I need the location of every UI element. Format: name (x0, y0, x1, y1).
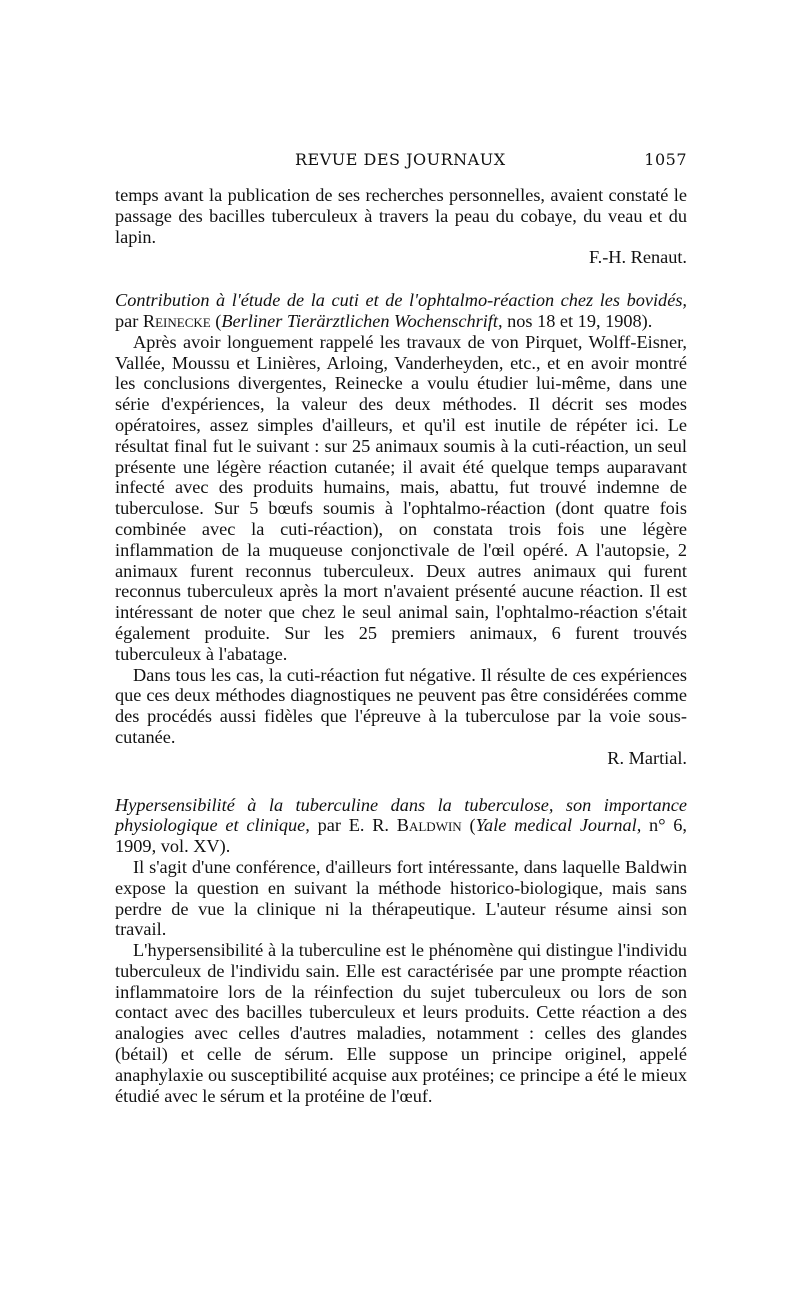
article2-paragraph-1: Après avoir longuement rappelé les travaux de von Pirquet, Wolff-Eisner, Vallée, Moussu et Linières, Arloing, Vanderheyden, etc., et en avoir montré les conclusions divergentes, Reinecke a voulu étudier lui-même, dans une série d'expériences, la valeur des deux méthodes. Il décrit ses modes opératoires, assez simples d'ailleurs, et qu'il est inutile de répéter ici. Le résultat final fut le suivant : sur 25 animaux soumis à la cuti-réaction, un seul présente une légère réaction cutanée; il avait été quelque temps auparavant infecté avec des produits humains, mais, abattu, fut trouvé indemne de tuberculose. Sur 5 bœufs soumis à l'ophtalmo-réaction (dont quatre fois combinée avec la cuti-réaction), on constata trois fois une légère inflammation de la muqueuse conjonctivale de l'œil opéré. A l'autopsie, 2 animaux furent reconnus tuberculeux. Deux autres animaux qui furent reconnus tuberculeux après la mort n'avaient présenté aucune réaction. Il est intéressant de noter que chez le seul animal sain, l'ophtalmo-réaction s'était également produite. Sur les 25 premiers animaux, 6 furent trouvés tuberculeux à l'abatage. (115, 331, 687, 664)
article3-title-par: par E. R. (309, 815, 397, 836)
article3-issue: n° 6, 1909, vol. XV). (115, 815, 687, 857)
article3-paragraph-1: Il s'agit d'une conférence, d'ailleurs fort intéressante, dans laquelle Baldwin expose la question en suivant la méthode historico-biologique, mais sans perdre de vue la clinique ni la thérapeutique. L'auteur résume ainsi son travail. (115, 856, 687, 940)
page-header (115, 150, 687, 172)
article2-title-text: Contribution à l'étude de la cuti et de l'ophtalmo-réaction chez les bovidés, (115, 290, 687, 311)
running-title: REVUE DES JOURNAUX (295, 150, 506, 169)
article2-paragraph-2: Dans tous les cas, la cuti-réaction fut négative. Il résulte de ces expériences que ces deux méthodes diagnostiques ne peuvent pas être considérées comme des procédés aussi fidèles que l'épreuve à la tuberculose par la voie sous-cutanée. (115, 664, 687, 747)
article2-signature: R. Martial. (607, 747, 687, 768)
article2-author: Reinecke (142, 310, 211, 331)
page-body (115, 185, 687, 1106)
article2-title-par: par (115, 310, 143, 331)
article3-paragraph-2: L'hypersensibilité à la tuberculine est le phénomène qui distingue l'individu tuberculeux de l'individu sain. Elle est caractérisée par une prompte réaction inflammatoire lors de la réinfection du sujet tuberculeux ou lors de son contact avec des bacilles tuberculeux et leurs produits. Cette réaction a des analogies avec celles d'autres maladies, notamment : celles des glandes (bétail) et celle de sérum. Elle suppose un principe originel, appelé anaphylaxie ou susceptibilité acquise aux protéines; ce principe a été le mieux étudié avec le sérum et la protéine de l'œuf. (115, 940, 687, 1106)
article3-title (115, 795, 687, 857)
article3-author: Baldwin (396, 815, 462, 836)
article3-source-open: ( (461, 815, 476, 836)
page-number: 1057 (644, 150, 687, 169)
article2-source: Berliner Tierärztlichen Wochenschrift, (221, 310, 503, 331)
article3-source: Yale medical Journal, (475, 815, 642, 836)
article2-title (115, 290, 687, 332)
article2-source-open: ( (210, 310, 222, 331)
article1-continuation: temps avant la publication de ses recherches personnelles, avaient constaté le passage des bacilles tuberculeux à travers la peau du cobaye, du veau et du lapin. (115, 185, 687, 247)
article2-issue: nos 18 et 19, 1908). (502, 310, 653, 331)
article3-title-text: Hypersensibilité à la tuberculine dans la tuberculose, son importance physiologique et clinique, (115, 794, 687, 836)
article1-signature: F.-H. Renaut. (588, 247, 687, 268)
